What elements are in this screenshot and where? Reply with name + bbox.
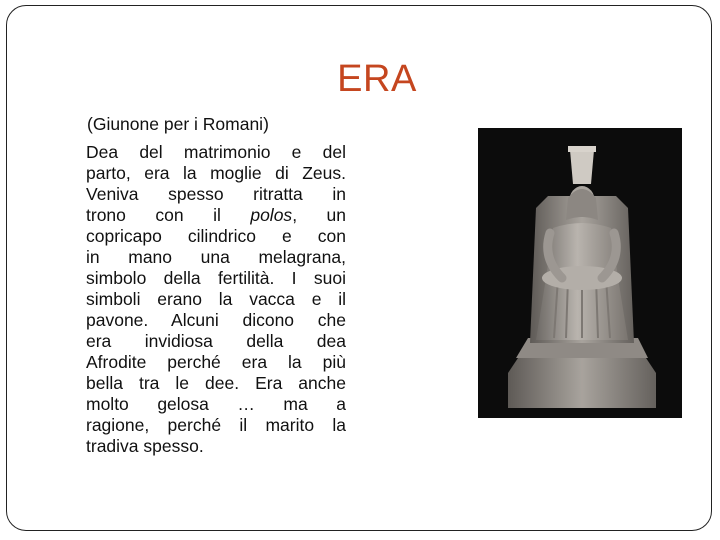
body-line: copricapo cilindrico e con	[86, 226, 346, 246]
subtitle-open: (	[87, 114, 93, 134]
statue-of-hera-icon	[478, 128, 682, 418]
body-line: Dea del matrimonio e del	[86, 142, 346, 162]
body-line: pavone. Alcuni dicono che	[86, 310, 346, 330]
body-line: Afrodite perché era la più	[86, 352, 346, 372]
body-line: simbolo della fertilità. I suoi	[86, 268, 346, 288]
body-line: ragione, perché il marito la	[86, 415, 346, 435]
body-line: parto, era la moglie di Zeus.	[86, 163, 346, 183]
body-text	[86, 142, 346, 457]
statue-photo	[478, 128, 682, 418]
body-line: simboli erano la vacca e il	[86, 289, 346, 309]
body-line: bella tra le dee. Era anche	[86, 373, 346, 393]
body-line: trono con il polos, un	[86, 205, 346, 225]
body-line: tradiva spesso.	[86, 436, 204, 456]
body-line: Veniva spesso ritratta in	[86, 184, 346, 204]
subtitle-name: Giunone	[92, 114, 159, 134]
body-line: era invidiosa della dea	[86, 331, 346, 351]
slide-subtitle	[87, 114, 269, 135]
body-line: in mano una melagrana,	[86, 247, 346, 267]
slide-title: ERA	[337, 58, 417, 100]
subtitle-rest: per i Romani)	[159, 114, 269, 134]
body-line: molto gelosa … ma a	[86, 394, 346, 414]
